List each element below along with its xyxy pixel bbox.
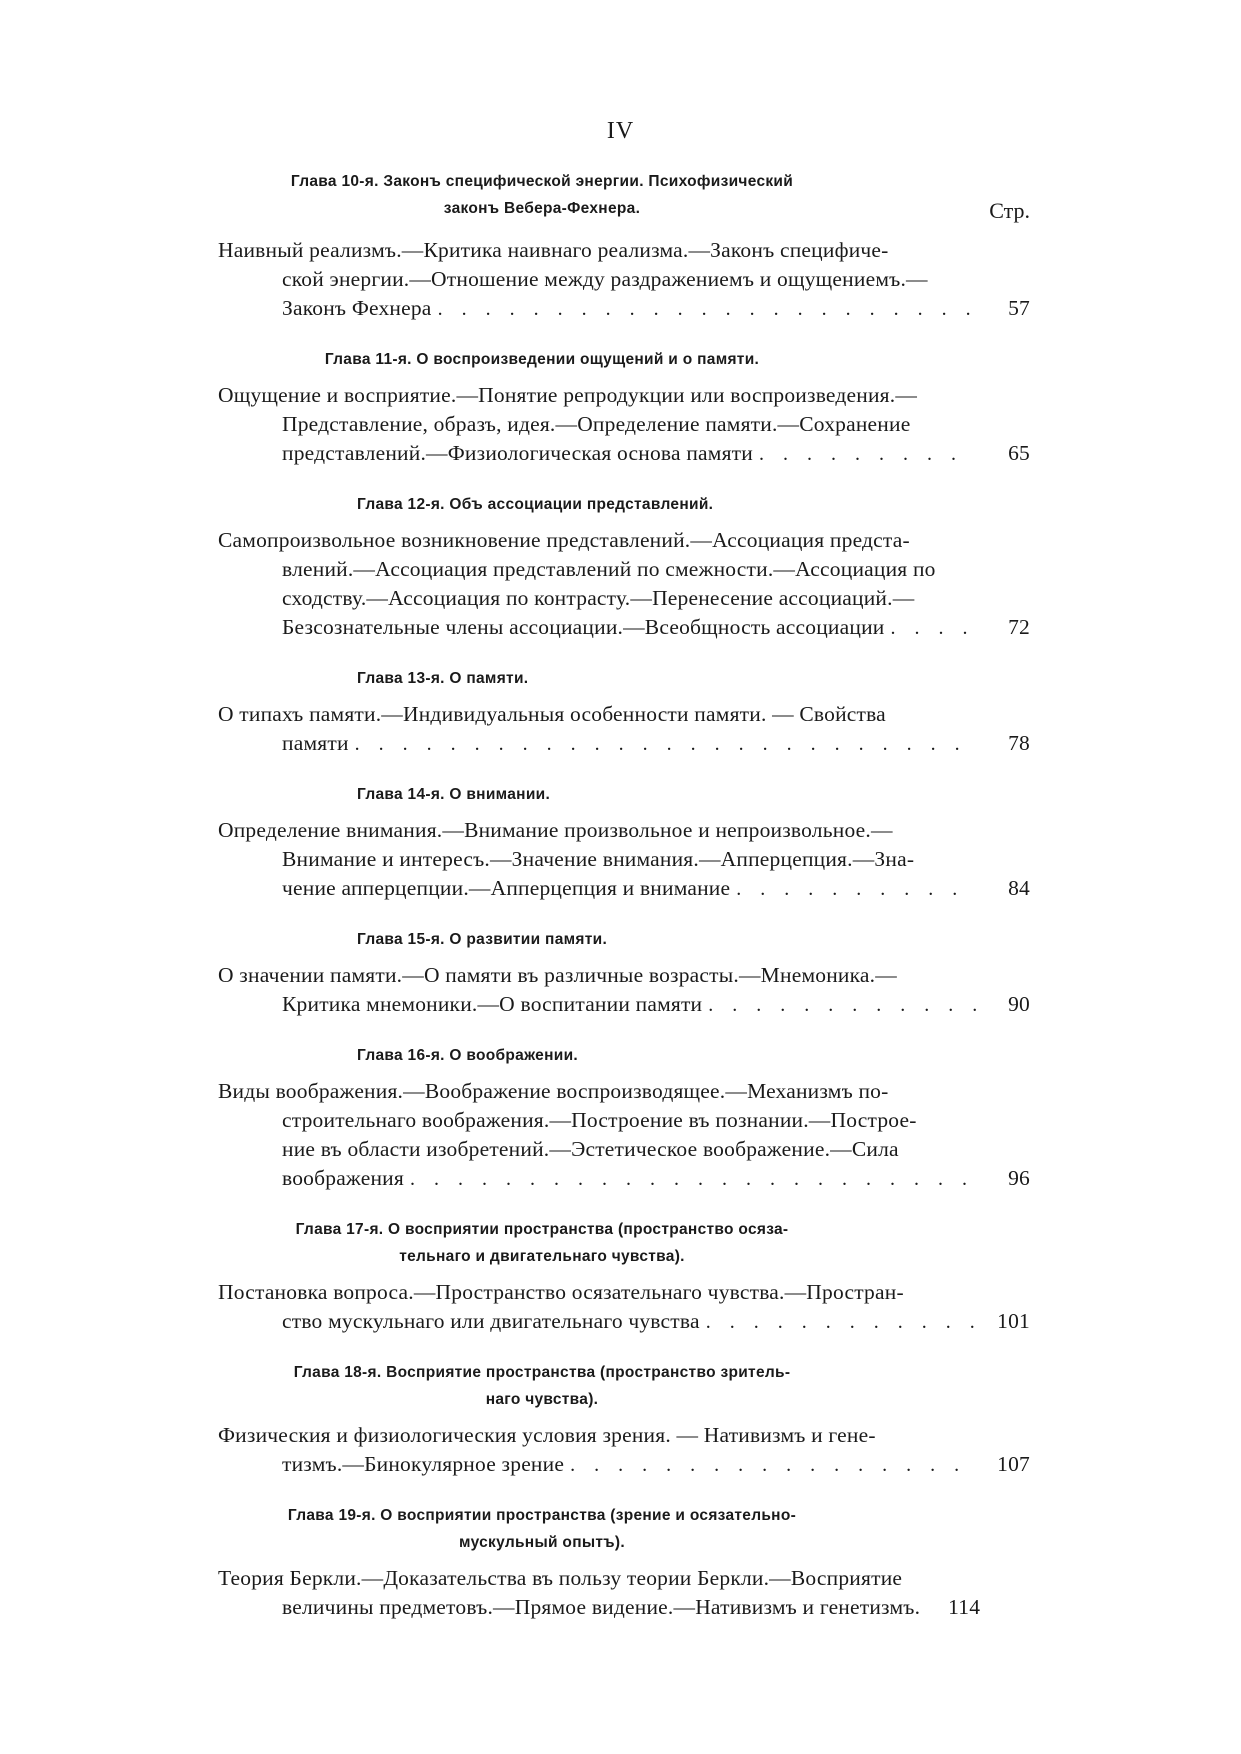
- entry-line: Самопроизвольное возникновение представлений.—Ассоциация предста-: [218, 528, 910, 552]
- chapter-heading: [222, 1042, 862, 1069]
- entry-line: Теория Беркли.—Доказательства въ пользу теории Беркли.—Восприятие: [218, 1566, 903, 1590]
- entry-line: Законъ Фехнера: [282, 296, 432, 320]
- chapter-14: [218, 781, 1030, 904]
- chapter-entry: [218, 961, 1030, 1020]
- entry-last-line: [218, 874, 1030, 904]
- chapter-entry: [218, 700, 1030, 759]
- page-ref: 84: [1008, 876, 1030, 900]
- chapter-18: [218, 1359, 1030, 1480]
- chapter-heading-line: законъ Вебера-Фехнера.: [443, 200, 641, 217]
- chapter-entry: [218, 1278, 1030, 1337]
- entry-last-line: [218, 613, 1030, 643]
- page-ref: 78: [1008, 731, 1030, 755]
- entry-last-line: [218, 294, 1030, 324]
- entry-line: Критика мнемоники.—О воспитании памяти: [282, 992, 703, 1016]
- chapter-entry: [218, 1564, 1030, 1622]
- page-ref: 72: [1008, 615, 1030, 639]
- dot-leader: [708, 991, 976, 1020]
- entry-last-line: [218, 1450, 1030, 1480]
- entry-line: ние въ области изобретений.—Эстетическое воображение.—Сила: [282, 1137, 899, 1161]
- dot-leader: [706, 1308, 976, 1337]
- dot-leader: [736, 875, 976, 904]
- chapter-12: [218, 491, 1030, 643]
- page-column-label: Стр.: [989, 198, 1030, 223]
- chapter-heading-line: мускульный опытъ).: [459, 1534, 625, 1551]
- page-ref: 114: [948, 1595, 981, 1619]
- entry-line: Физическия и физиологическия условия зрения. — Нативизмъ и гене-: [218, 1423, 876, 1447]
- chapter-heading: [222, 346, 862, 373]
- chapter-heading-line: наго чувства).: [485, 1391, 599, 1408]
- page-ref: 65: [1008, 441, 1030, 465]
- entry-line: Определение внимания.—Внимание произвольное и непроизвольное.—: [218, 818, 893, 842]
- entry-line: Безсознательные члены ассоциации.—Всеобщность ассоциации: [282, 615, 885, 639]
- chapter-heading-line: Глава 10-я. Законъ специфической энергии. Психофизический: [290, 173, 794, 190]
- entry-last-line: [218, 729, 1030, 759]
- entry-line: ской энергии.—Отношение между раздражениемъ и ощущениемъ.—: [282, 267, 928, 291]
- dot-leader: [759, 440, 976, 469]
- entry-line: величины предметовъ.—Прямое видение.—Нативизмъ и генетизмъ.: [282, 1595, 921, 1619]
- entry-last-line: [218, 1164, 1030, 1194]
- chapter-heading-line: Глава 17-я. О восприятии пространства (пространство осяза-: [295, 1221, 789, 1238]
- dot-leader: [410, 1165, 976, 1194]
- chapter-entry: [218, 381, 1030, 469]
- entry-line: Виды воображения.—Воображение воспроизводящее.—Механизмъ по-: [218, 1079, 889, 1103]
- chapter-16: [218, 1042, 1030, 1194]
- chapter-heading: [222, 781, 862, 808]
- chapter-15: [218, 926, 1030, 1020]
- entry-line: Представление, образъ, идея.—Определение памяти.—Сохранение: [282, 412, 911, 436]
- page-ref: 90: [1008, 992, 1030, 1016]
- entry-line: чение апперцепции.—Апперцепция и внимание: [282, 876, 731, 900]
- chapter-entry: [218, 236, 1030, 324]
- entry-last-line: [218, 1593, 1030, 1622]
- entry-line: тизмъ.—Бинокулярное зрение: [282, 1452, 565, 1476]
- entry-last-line: [218, 1307, 1030, 1337]
- chapter-heading-line: тельнаго и двигательнаго чувства).: [399, 1248, 685, 1265]
- chapter-heading-line: Глава 16-я. О воображении.: [357, 1047, 579, 1064]
- dot-leader: [570, 1451, 976, 1480]
- chapter-heading-line: Глава 18-я. Восприятие пространства (пространство зритель-: [293, 1364, 791, 1381]
- dot-leader: [438, 295, 976, 324]
- page-ref: 96: [1008, 1166, 1030, 1190]
- chapter-entry: [218, 1421, 1030, 1480]
- entry-line: Постановка вопроса.—Пространство осязательнаго чувства.—Простран-: [218, 1280, 904, 1304]
- chapter-10: [218, 168, 1030, 324]
- chapter-heading-line: Глава 15-я. О развитии памяти.: [357, 931, 608, 948]
- chapter-13: [218, 665, 1030, 759]
- entry-line: сходству.—Ассоциация по контрасту.—Перенесение ассоциаций.—: [282, 586, 915, 610]
- table-of-contents: [218, 168, 1030, 1644]
- chapter-entry: [218, 1077, 1030, 1194]
- chapter-heading: [222, 665, 862, 692]
- entry-line: памяти: [282, 731, 349, 755]
- entry-line: Внимание и интересъ.—Значение внимания.—Апперцепция.—Зна-: [282, 847, 915, 871]
- chapter-heading: [222, 926, 862, 953]
- chapter-heading-line: Глава 11-я. О воспроизведении ощущений и о памяти.: [324, 351, 760, 368]
- entry-line: Наивный реализмъ.—Критика наивнаго реализма.—Законъ специфиче-: [218, 238, 889, 262]
- dot-leader: [355, 730, 976, 759]
- page-ref: 101: [997, 1309, 1030, 1333]
- dot-leader: [891, 614, 977, 643]
- chapter-heading: [222, 168, 862, 222]
- entry-line: ство мускульнаго или двигательнаго чувства: [282, 1309, 700, 1333]
- entry-line: влений.—Ассоциация представлений по смежности.—Ассоциация по: [282, 557, 936, 581]
- entry-line: строительнаго воображения.—Построение въ познании.—Построе-: [282, 1108, 917, 1132]
- entry-last-line: [218, 439, 1030, 469]
- chapter-entry: [218, 526, 1030, 643]
- chapter-heading-line: Глава 14-я. О внимании.: [357, 786, 551, 803]
- entry-line: О значении памяти.—О памяти въ различные возрасты.—Мнемоника.—: [218, 963, 897, 987]
- chapter-heading: [222, 491, 862, 518]
- entry-line: Ощущение и восприятие.—Понятие репродукции или воспроизведения.—: [218, 383, 918, 407]
- chapter-11: [218, 346, 1030, 469]
- chapter-heading: [222, 1359, 862, 1413]
- page-ref: 107: [997, 1452, 1030, 1476]
- chapter-heading-line: Глава 19-я. О восприятии пространства (зрение и осязательно-: [287, 1507, 797, 1524]
- chapter-17: [218, 1216, 1030, 1337]
- chapter-heading: [222, 1502, 862, 1556]
- entry-last-line: [218, 990, 1030, 1020]
- chapter-entry: [218, 816, 1030, 904]
- chapter-19: [218, 1502, 1030, 1622]
- chapter-heading: [222, 1216, 862, 1270]
- chapter-heading-line: Глава 13-я. О памяти.: [357, 670, 529, 687]
- entry-line: О типахъ памяти.—Индивидуальныя особенности памяти. — Свойства: [218, 702, 886, 726]
- page-ref: 57: [1008, 296, 1030, 320]
- chapter-heading-line: Глава 12-я. Объ ассоциации представлений.: [357, 496, 714, 513]
- page-number: IV: [606, 118, 635, 144]
- entry-line: представлений.—Физиологическая основа памяти: [282, 441, 753, 465]
- entry-line: воображения: [282, 1166, 404, 1190]
